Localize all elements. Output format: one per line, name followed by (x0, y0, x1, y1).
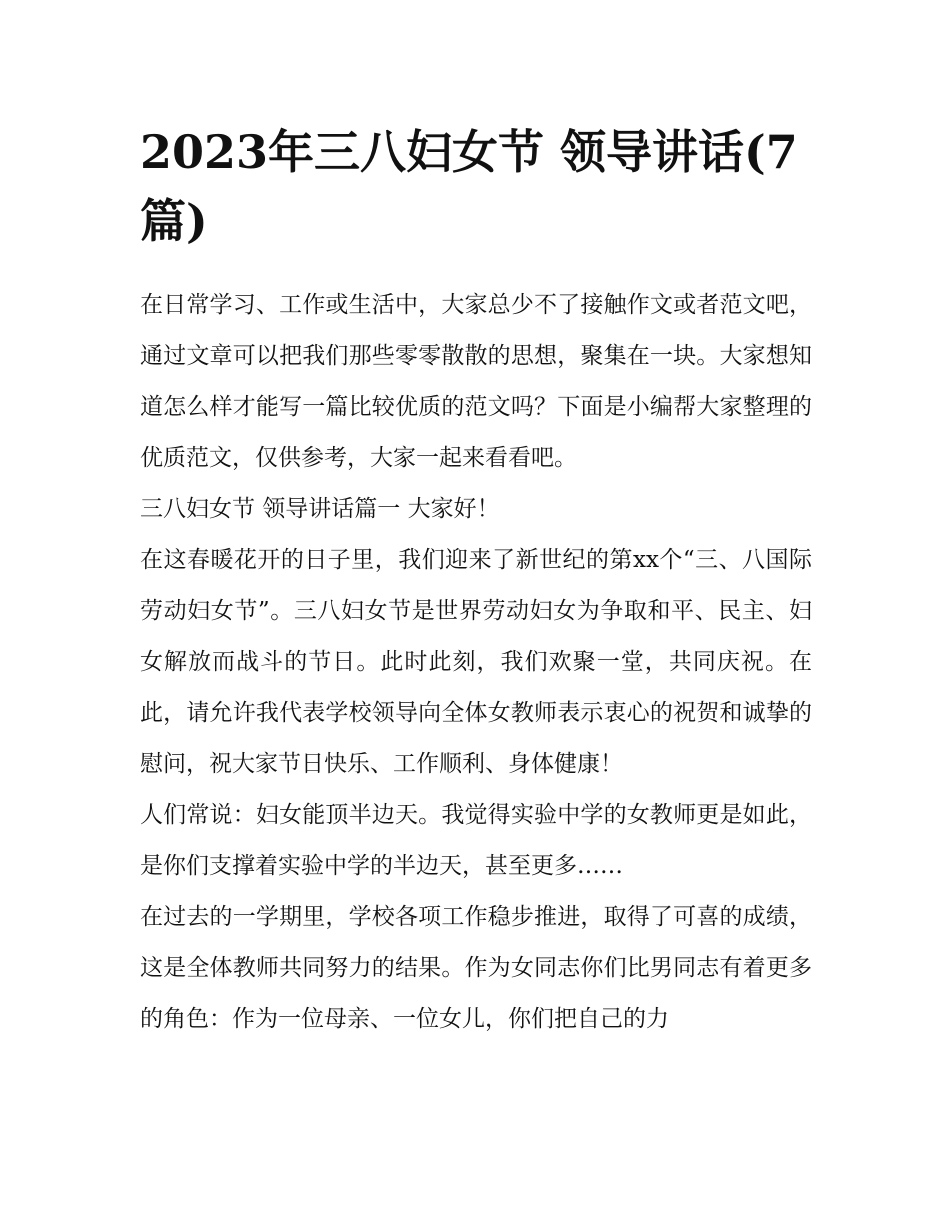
intro-paragraph: 在日常学习、工作或生活中，大家总少不了接触作文或者范文吧，通过文章可以把我们那些零零散散的思想，聚集在一块。大家想知道怎么样才能写一篇比较优质的范文吗？下面是小编帮大家整理的优质范文，仅供参考，大家一起来看看吧。 (140, 292, 812, 471)
body-paragraph: 人们常说：妇女能顶半边天。我觉得实验中学的女教师更是如此，是你们支撑着实验中学的半边天，甚至更多…… (140, 802, 812, 879)
section-heading: 三八妇女节 领导讲话篇一 大家好！ (140, 496, 500, 522)
document-title: 2023年三八妇女节 领导讲话(7篇) (140, 125, 798, 248)
document-body (140, 280, 812, 1045)
body-paragraph: 在这春暖花开的日子里，我们迎来了新世纪的第xx个“三、八国际劳动妇女节”。三八妇女节是世界劳动妇女为争取和平、民主、妇女解放而战斗的节日。此时此刻，我们欢聚一堂，共同庆祝。在此，请允许我代表学校领导向全体女教师表示衷心的祝贺和诚挚的慰问，祝大家节日快乐、工作顺利、身体健康！ (140, 547, 812, 777)
body-paragraph: 在过去的一学期里，学校各项工作稳步推进，取得了可喜的成绩，这是全体教师共同努力的结果。作为女同志你们比男同志有着更多的角色：作为一位母亲、一位女儿，你们把自己的力 (140, 904, 812, 1032)
